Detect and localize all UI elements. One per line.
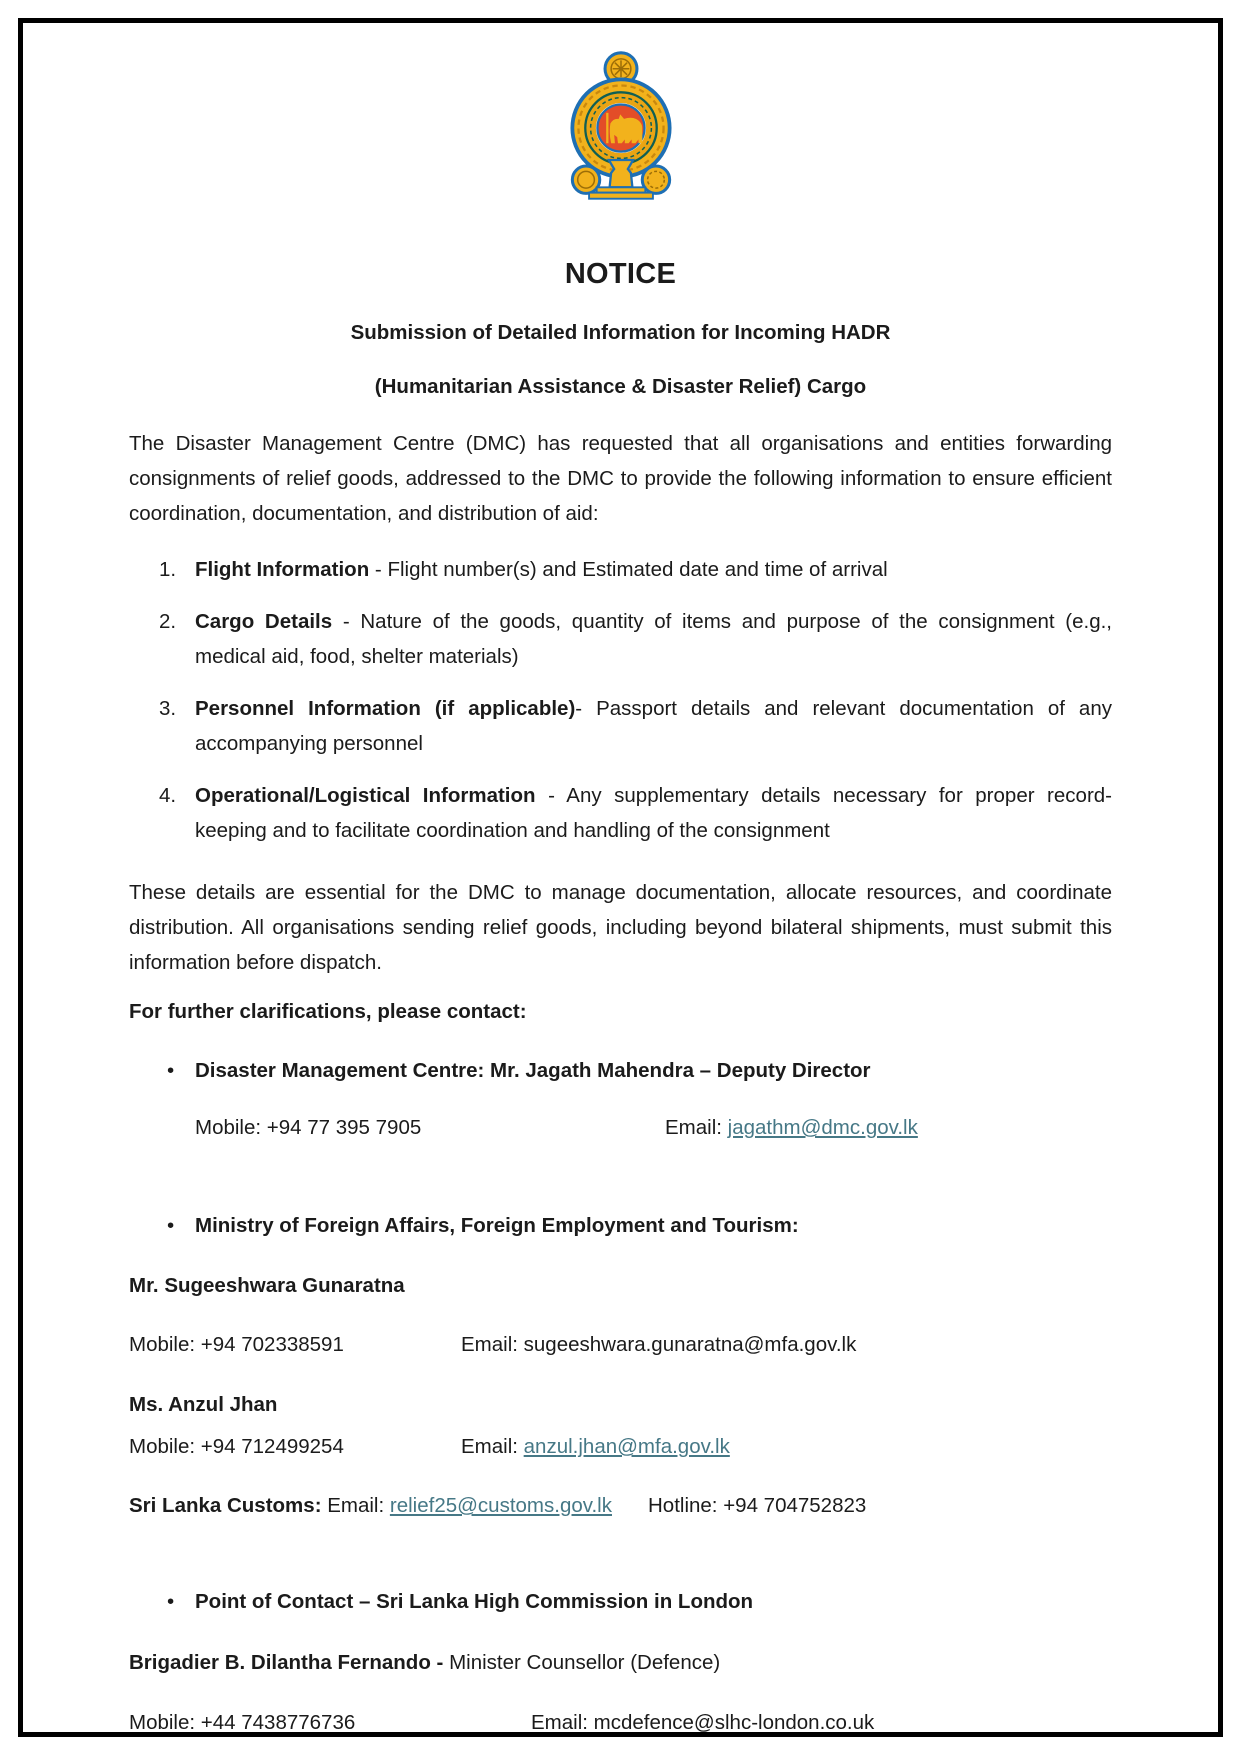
slhc-contact-row — [129, 1708, 1112, 1737]
mfa-person1-name: Mr. Sugeeshwara Gunaratna — [129, 1274, 405, 1297]
customs-email-link[interactable]: relief25@customs.gov.lk — [389, 1494, 612, 1517]
sun-icon — [572, 166, 599, 193]
mfa-person2-mobile: Mobile: +94 712499254 — [129, 1435, 344, 1458]
list-item-personnel-information — [129, 691, 1112, 761]
list-item-operational-information — [129, 778, 1112, 848]
subtitle-line-2: (Humanitarian Assistance & Disaster Relief) Cargo — [374, 375, 867, 398]
moon-icon — [642, 166, 669, 193]
bullet-item-dmc — [129, 1056, 1112, 1086]
list-item-rest: - Flight number(s) and Estimated date and time of arrival — [369, 557, 888, 581]
page-border — [18, 18, 1223, 1737]
dmc-contact-row — [129, 1113, 1112, 1143]
bullet-glyph: • — [167, 1590, 175, 1613]
slhc-person-role: Minister Counsellor (Defence) — [449, 1651, 721, 1674]
list-number: 1. — [159, 557, 177, 581]
list-item-bold: Flight Information — [195, 557, 370, 581]
list-item-rest: - Any supplementary details necessary for proper record-keeping and to facilitate coordination and handling of the consignment — [195, 783, 1112, 842]
dmc-contact-heading: Disaster Management Centre: Mr. Jagath Mahendra – Deputy Director — [195, 1059, 871, 1082]
list-number: 2. — [159, 609, 177, 633]
list-item-text — [195, 552, 1112, 587]
bullet-item-slhc — [129, 1587, 1112, 1617]
mfa-person2-contact-row — [129, 1432, 1112, 1462]
mfa-person1-contact-row — [129, 1330, 1112, 1360]
mfa-person2-email-link[interactable]: anzul.jhan@mfa.gov.lk — [523, 1435, 730, 1458]
list-item-text — [195, 691, 1112, 761]
list-number: 3. — [159, 696, 177, 720]
mfa-person1-email-label: Email: — [461, 1333, 524, 1356]
slhc-mobile: Mobile: +44 7438776736 — [129, 1711, 356, 1734]
list-item-rest: - Passport details and relevant documentation of any accompanying personnel — [195, 696, 1112, 755]
slhc-email-label: Email: — [531, 1711, 594, 1734]
mfa-person2-name: Ms. Anzul Jhan — [129, 1393, 278, 1416]
mfa-person1-email: sugeeshwara.gunaratna@mfa.gov.lk — [523, 1333, 857, 1356]
closing-paragraph: These details are essential for the DMC to manage documentation, allocate resources, and coordinate distribution. All organisations sending relief goods, including beyond bilateral shipments, must submit this information before dispatch. — [129, 880, 1112, 974]
emblem-container — [129, 49, 1112, 206]
sri-lanka-emblem-icon — [521, 49, 721, 201]
bullet-glyph: • — [167, 1214, 175, 1237]
list-item-text — [195, 778, 1112, 848]
contacts-heading: For further clarifications, please contact: — [129, 1000, 527, 1023]
mfa-person2-email-label: Email: — [461, 1435, 524, 1458]
dmc-mobile: Mobile: +94 77 395 7905 — [195, 1116, 422, 1139]
dmc-email-link[interactable]: jagathm@dmc.gov.lk — [727, 1116, 918, 1139]
customs-email-label: Email: — [321, 1494, 390, 1517]
list-item-cargo-details — [129, 604, 1112, 674]
page-title: NOTICE — [564, 258, 677, 290]
list-item-bold: Personnel Information (if applicable) — [195, 696, 576, 720]
list-item-bold: Operational/Logistical Information — [195, 783, 536, 807]
slhc-email: mcdefence@slhc-london.co.uk — [593, 1711, 875, 1734]
list-item-rest: - Nature of the goods, quantity of items and purpose of the consignment (e.g., medical aid, food, shelter materials) — [195, 609, 1112, 668]
customs-hotline: Hotline: +94 704752823 — [648, 1494, 867, 1517]
slhc-contact-heading: Point of Contact – Sri Lanka High Commission in London — [195, 1590, 754, 1613]
list-item-bold: Cargo Details — [195, 609, 333, 633]
list-item-flight-information — [129, 552, 1112, 587]
list-item-text — [195, 604, 1112, 674]
slhc-person-line — [129, 1648, 1112, 1678]
customs-label: Sri Lanka Customs: — [129, 1494, 322, 1517]
intro-paragraph: The Disaster Management Centre (DMC) has requested that all organisations and entities forwarding consignments of relief goods, addressed to the DMC to provide the following information to ensure efficient coordination, documentation, and distribution of aid: — [129, 432, 1112, 525]
slhc-person-name: Brigadier B. Dilantha Fernando - — [129, 1651, 450, 1674]
bullet-glyph: • — [167, 1059, 175, 1082]
list-number: 4. — [159, 783, 177, 807]
customs-contact-row — [129, 1491, 1112, 1521]
bullet-item-mfa — [129, 1211, 1112, 1241]
dmc-email-label: Email: — [665, 1116, 728, 1139]
mfa-person1-mobile: Mobile: +94 702338591 — [129, 1333, 344, 1356]
mfa-contact-heading: Ministry of Foreign Affairs, Foreign Employment and Tourism: — [195, 1214, 799, 1237]
subtitle-line-1: Submission of Detailed Information for Incoming HADR — [350, 321, 891, 344]
